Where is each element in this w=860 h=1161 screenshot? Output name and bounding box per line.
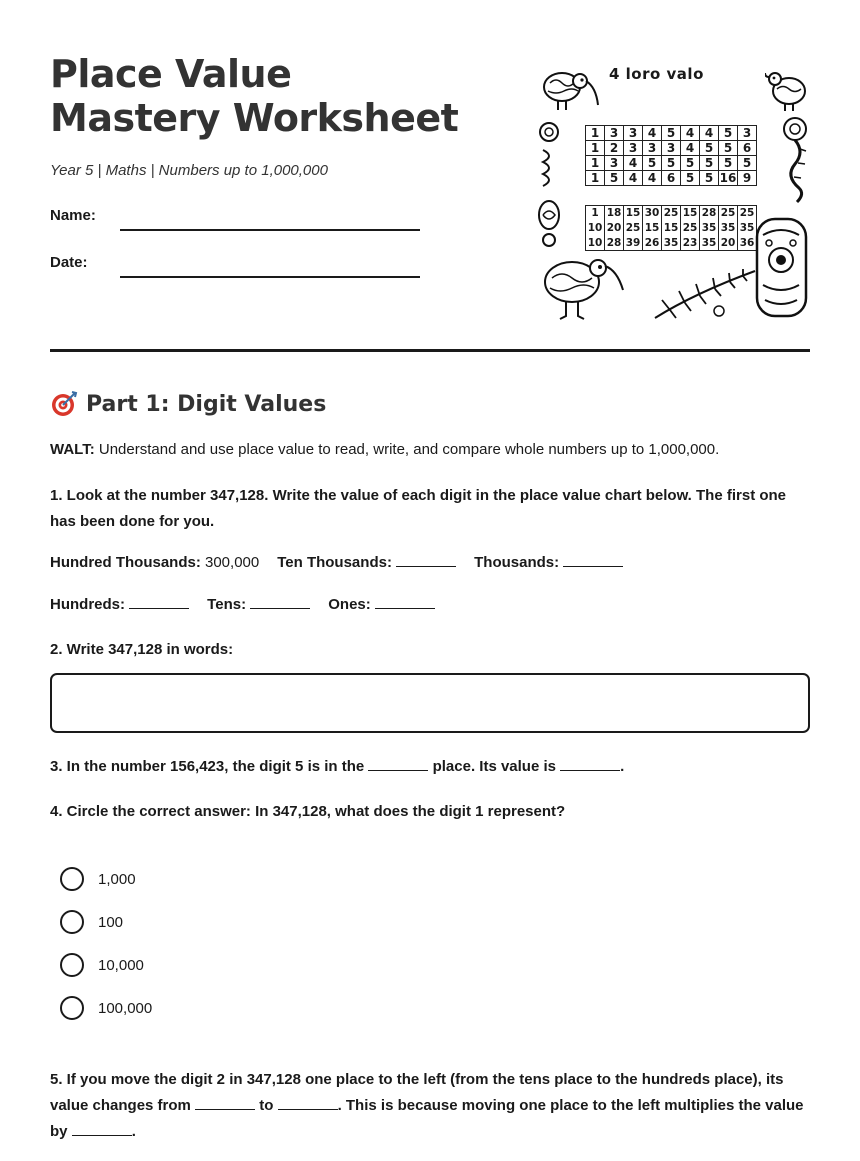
grid-cell: 15 bbox=[662, 221, 681, 236]
question-5-part-a: 5. If you move the digit 2 in 347,128 one place to the left (from the tens place to the hundreds place), its value changes from bbox=[50, 1071, 784, 1114]
target-dart-icon bbox=[50, 390, 78, 418]
ten-thousands-blank[interactable] bbox=[396, 553, 456, 567]
grid-cell: 4 bbox=[624, 171, 643, 186]
grid-cell: 3 bbox=[624, 141, 643, 156]
question-3 bbox=[50, 754, 624, 780]
grid-cell: 4 bbox=[681, 126, 700, 141]
option-label: 100 bbox=[98, 913, 124, 931]
grid-cell: 30 bbox=[643, 206, 662, 221]
option-label: 1,000 bbox=[98, 870, 136, 888]
grid-cell: 1 bbox=[586, 126, 605, 141]
option-4[interactable] bbox=[60, 996, 152, 1020]
worksheet-page bbox=[50, 0, 810, 1161]
grid-cell: 4 bbox=[681, 141, 700, 156]
grid-cell: 25 bbox=[738, 206, 757, 221]
place-value-row-2 bbox=[50, 592, 435, 618]
grid-cell: 28 bbox=[700, 206, 719, 221]
grid-cell: 5 bbox=[719, 141, 738, 156]
option-1[interactable] bbox=[60, 867, 136, 891]
grid-cell: 4 bbox=[624, 156, 643, 171]
grid-cell: 6 bbox=[738, 141, 757, 156]
number-grid-bottom bbox=[585, 205, 757, 251]
grid-row bbox=[586, 141, 757, 156]
thousands-label: Thousands: bbox=[474, 554, 560, 571]
page-subtitle: Year 5 | Maths | Numbers up to 1,000,000 bbox=[50, 162, 328, 179]
walt-statement bbox=[50, 437, 719, 463]
kiwi-bird-icon bbox=[540, 250, 625, 320]
place-blank[interactable] bbox=[368, 757, 428, 771]
value-blank[interactable] bbox=[560, 757, 620, 771]
grid-cell: 20 bbox=[605, 221, 624, 236]
ones-blank[interactable] bbox=[375, 595, 435, 609]
question-5 bbox=[50, 1067, 810, 1145]
grid-cell: 5 bbox=[719, 126, 738, 141]
section-title: Part 1: Digit Values bbox=[86, 391, 327, 417]
grid-cell: 5 bbox=[605, 171, 624, 186]
grid-cell: 5 bbox=[700, 171, 719, 186]
question-1: 1. Look at the number 347,128. Write the value of each digit in the place value chart below. The first one has been done for you. bbox=[50, 487, 787, 530]
grid-cell: 28 bbox=[605, 236, 624, 251]
grid-cell: 5 bbox=[662, 156, 681, 171]
grid-cell: 1 bbox=[586, 206, 605, 221]
grid-cell: 35 bbox=[700, 236, 719, 251]
radio-button[interactable] bbox=[60, 996, 84, 1020]
grid-cell: 18 bbox=[605, 206, 624, 221]
grid-row bbox=[586, 126, 757, 141]
grid-cell: 20 bbox=[719, 236, 738, 251]
grid-cell: 26 bbox=[643, 236, 662, 251]
ones-label: Ones: bbox=[328, 596, 371, 613]
radio-button[interactable] bbox=[60, 910, 84, 934]
grid-cell: 16 bbox=[719, 171, 737, 185]
question-3-part-c: . bbox=[620, 758, 625, 775]
grid-row bbox=[586, 156, 757, 171]
tens-label: Tens: bbox=[207, 596, 247, 613]
grid-cell: 5 bbox=[700, 156, 719, 171]
question-4: 4. Circle the correct answer: In 347,128, what does the digit 1 represent? bbox=[50, 803, 566, 820]
grid-cell: 35 bbox=[700, 221, 719, 236]
grid-cell: 4 bbox=[643, 171, 662, 186]
hundreds-blank[interactable] bbox=[129, 595, 189, 609]
grid-cell: 3 bbox=[605, 126, 624, 141]
grid-row bbox=[586, 221, 757, 236]
grid-cell: 3 bbox=[605, 156, 624, 171]
date-label: Date: bbox=[50, 254, 88, 271]
date-field[interactable] bbox=[120, 276, 420, 278]
grid-cell: 35 bbox=[719, 221, 738, 236]
grid-cell: 10 bbox=[586, 236, 605, 251]
hundreds-label: Hundreds: bbox=[50, 596, 125, 613]
grid-cell: 25 bbox=[681, 221, 700, 236]
koru-border-icon bbox=[535, 120, 565, 250]
hundred-thousands-label: Hundred Thousands: bbox=[50, 554, 201, 571]
grid-row bbox=[586, 236, 757, 251]
words-answer-box[interactable] bbox=[50, 673, 810, 733]
grid-cell: 5 bbox=[738, 156, 757, 171]
header-divider bbox=[50, 349, 810, 352]
option-label: 100,000 bbox=[98, 999, 153, 1017]
place-value-row-1 bbox=[50, 550, 623, 576]
grid-cell: 10 bbox=[586, 221, 605, 236]
grid-cell: 2 bbox=[605, 141, 624, 156]
grid-cell: 3 bbox=[624, 126, 643, 141]
option-3[interactable] bbox=[60, 953, 144, 977]
maori-number-grid-illustration bbox=[535, 55, 810, 325]
grid-cell: 39 bbox=[624, 236, 643, 251]
grid-cell: 5 bbox=[681, 156, 700, 171]
grid-cell: 9 bbox=[738, 171, 757, 186]
grid-row bbox=[586, 171, 757, 186]
tens-blank[interactable] bbox=[250, 595, 310, 609]
to-value-blank[interactable] bbox=[278, 1096, 338, 1110]
grid-cell: 23 bbox=[681, 236, 700, 251]
grid-cell: 5 bbox=[681, 171, 700, 186]
grid-cell: 5 bbox=[700, 141, 719, 156]
silver-fern-icon bbox=[645, 263, 765, 323]
section-heading bbox=[50, 390, 326, 418]
grid-cell: 3 bbox=[662, 141, 681, 156]
multiplier-blank[interactable] bbox=[72, 1122, 132, 1136]
question-5-part-d: . bbox=[131, 1123, 136, 1140]
question-5-part-c: . This is because moving one place to the left multiplies the value by bbox=[50, 1097, 804, 1140]
grid-cell: 35 bbox=[738, 221, 757, 236]
grid-cell: 15 bbox=[643, 221, 662, 236]
name-field[interactable] bbox=[120, 229, 420, 231]
question-3-part-b: place. Its value is bbox=[428, 758, 561, 775]
option-2[interactable] bbox=[60, 910, 123, 934]
hundred-thousands-value: 300,000 bbox=[200, 554, 260, 571]
walt-text: Understand and use place value to read, write, and compare whole numbers up to 1,000,000. bbox=[94, 441, 720, 458]
grid-cell: 1 bbox=[586, 156, 605, 171]
grid-cell: 4 bbox=[643, 126, 662, 141]
grid-cell: 35 bbox=[662, 236, 681, 251]
from-value-blank[interactable] bbox=[195, 1096, 255, 1110]
grid-cell: 25 bbox=[624, 221, 643, 236]
option-label: 10,000 bbox=[98, 956, 144, 974]
walt-label: WALT: bbox=[50, 441, 95, 458]
tiki-figure-icon bbox=[753, 215, 810, 320]
grid-cell: 4 bbox=[700, 126, 719, 141]
question-5-part-b: to bbox=[255, 1097, 278, 1114]
grid-cell: 5 bbox=[719, 156, 738, 171]
grid-cell: 15 bbox=[681, 206, 700, 221]
number-grid-top bbox=[585, 125, 757, 186]
grid-cell: 25 bbox=[719, 206, 738, 221]
grid-cell: 3 bbox=[738, 126, 757, 141]
page-title: Place Value Mastery Worksheet bbox=[50, 52, 459, 140]
radio-button[interactable] bbox=[60, 867, 84, 891]
manaia-figure-icon bbox=[780, 115, 810, 205]
kiwi-bird-icon bbox=[765, 63, 810, 113]
name-label: Name: bbox=[50, 207, 96, 224]
question-3-part-a: 3. In the number 156,423, the digit 5 is in the bbox=[50, 758, 369, 775]
question-2: 2. Write 347,128 in words: bbox=[50, 641, 234, 658]
grid-cell: 25 bbox=[662, 206, 681, 221]
grid-cell: 1 bbox=[586, 171, 605, 186]
grid-cell: 1 bbox=[586, 141, 605, 156]
kiwi-bird-icon bbox=[540, 63, 600, 113]
grid-cell: 15 bbox=[624, 206, 643, 221]
illustration-title: 4 loro valo bbox=[609, 65, 704, 83]
radio-button[interactable] bbox=[60, 953, 84, 977]
grid-cell: 36 bbox=[738, 236, 757, 251]
ten-thousands-label: Ten Thousands: bbox=[277, 554, 392, 571]
grid-cell: 5 bbox=[662, 126, 681, 141]
grid-cell: 5 bbox=[643, 156, 662, 171]
thousands-blank[interactable] bbox=[563, 553, 623, 567]
grid-cell: 3 bbox=[643, 141, 662, 156]
grid-row bbox=[586, 206, 757, 221]
grid-cell: 6 bbox=[662, 171, 681, 186]
